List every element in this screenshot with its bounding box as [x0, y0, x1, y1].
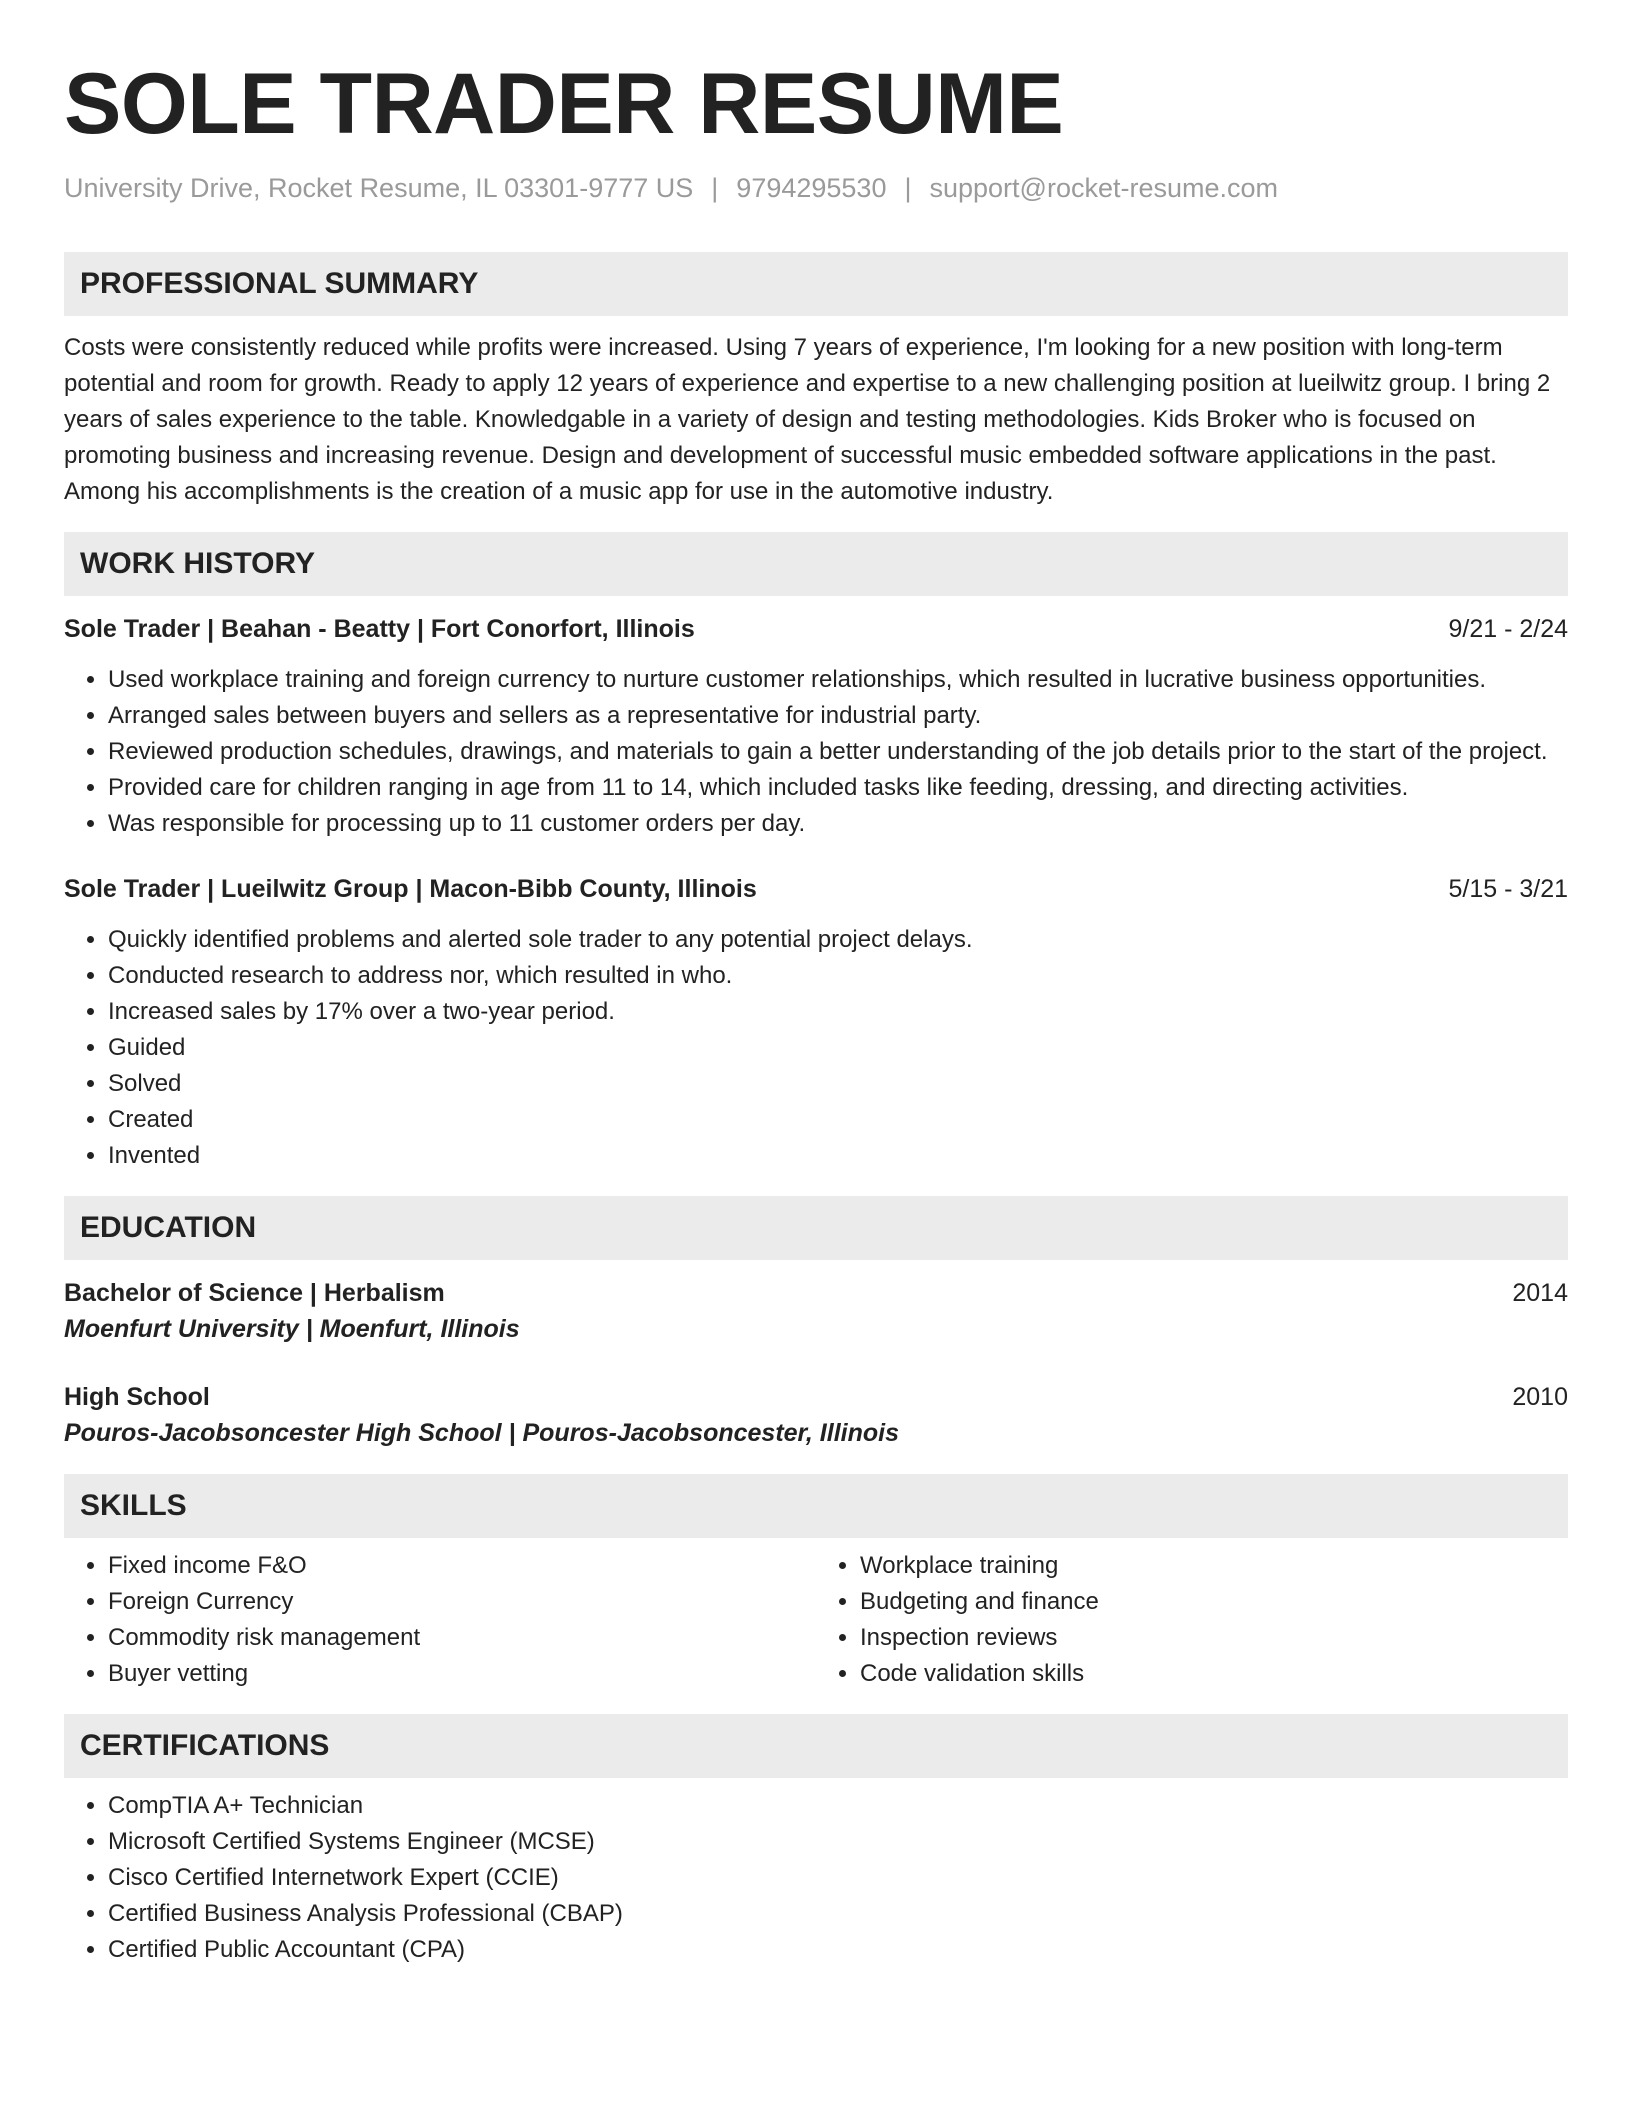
list-item: • Code validation skills — [860, 1656, 1568, 1692]
contact-address: University Drive, Rocket Resume, IL 03301-9777 US — [64, 173, 694, 203]
list-item: • Increased sales by 17% over a two-year period. — [108, 994, 1568, 1030]
list-item: • Commodity risk management — [108, 1620, 816, 1656]
summary-text: Costs were consistently reduced while profits were increased. Using 7 years of experience, I'm looking for a new position with long-term potential and room for growth. Ready to apply 12 years of experience and expertise to a new challenging position at lueilwitz group. I bring 2 years of sales experience to the table. Knowledgable in a variety of design and testing methodologies. Kids Broker who is focused on promoting business and increasing revenue. Design and development of successful music embedded software applications in the past. Among his accomplishments is the creation of a music app for use in the automotive industry. — [64, 334, 1551, 505]
list-item: • CompTIA A+ Technician — [108, 1788, 1568, 1824]
education-entry — [64, 1380, 1568, 1452]
job-entry — [64, 872, 1568, 1174]
job-title: Sole Trader | Beahan - Beatty | Fort Conorfort, Illinois — [64, 615, 695, 643]
education-header — [64, 1276, 1568, 1310]
list-item: • Fixed income F&O — [108, 1548, 816, 1584]
list-item: • Provided care for children ranging in age from 11 to 14, which included tasks like feeding, dressing, and directing activities. — [108, 770, 1568, 806]
education-year: 2014 — [1512, 1279, 1568, 1307]
contact-separator: | — [904, 173, 912, 203]
list-item: • Cisco Certified Internetwork Expert (CCIE) — [108, 1860, 1568, 1896]
list-item: • Guided — [108, 1030, 1568, 1066]
list-item: • Inspection reviews — [860, 1620, 1568, 1656]
list-item: • Arranged sales between buyers and sellers as a representative for industrial party. — [108, 698, 1568, 734]
list-item: • Microsoft Certified Systems Engineer (MCSE) — [108, 1824, 1568, 1860]
certifications-list — [64, 1788, 1568, 1968]
resume-title: SOLE TRADER RESUME — [64, 56, 1064, 152]
contact-email: support@rocket-resume.com — [929, 173, 1279, 203]
job-header — [64, 612, 1568, 646]
list-item: • Foreign Currency — [108, 1584, 816, 1620]
section-heading-certifications: CERTIFICATIONS — [64, 1714, 1568, 1778]
list-item: • Conducted research to address nor, which resulted in who. — [108, 958, 1568, 994]
list-item: • Buyer vetting — [108, 1656, 816, 1692]
list-item: • Solved — [108, 1066, 1568, 1102]
list-item: • Created — [108, 1102, 1568, 1138]
job-dates: 5/15 - 3/21 — [1448, 875, 1568, 903]
list-item: • Reviewed production schedules, drawings, and materials to gain a better understanding of the job details prior to the start of the project. — [108, 734, 1568, 770]
contact-phone: 9794295530 — [736, 173, 887, 203]
list-item: • Invented — [108, 1138, 1568, 1174]
education-school: Pouros-Jacobsoncester High School | Pouros-Jacobsoncester, Illinois — [64, 1419, 899, 1447]
section-heading-work-history: WORK HISTORY — [64, 532, 1568, 596]
job-bullets — [64, 922, 1568, 1174]
list-item: • Budgeting and finance — [860, 1584, 1568, 1620]
section-heading-education: EDUCATION — [64, 1196, 1568, 1260]
job-bullets — [64, 662, 1568, 842]
resume-page — [64, 58, 1568, 1968]
skills-list-right — [816, 1548, 1568, 1692]
list-item: • Was responsible for processing up to 11 customer orders per day. — [108, 806, 1568, 842]
education-degree: High School — [64, 1383, 210, 1411]
list-item: • Certified Public Accountant (CPA) — [108, 1932, 1568, 1968]
list-item: • Workplace training — [860, 1548, 1568, 1584]
section-heading-skills: SKILLS — [64, 1474, 1568, 1538]
job-entry — [64, 612, 1568, 842]
skills-list-left — [64, 1548, 816, 1692]
list-item: • Certified Business Analysis Professional (CBAP) — [108, 1896, 1568, 1932]
education-school: Moenfurt University | Moenfurt, Illinois — [64, 1315, 520, 1343]
education-header — [64, 1380, 1568, 1414]
contact-line — [64, 170, 1568, 206]
skills-columns — [64, 1548, 1568, 1692]
section-heading-summary: PROFESSIONAL SUMMARY — [64, 252, 1568, 316]
list-item: • Quickly identified problems and alerted sole trader to any potential project delays. — [108, 922, 1568, 958]
job-dates: 9/21 - 2/24 — [1448, 615, 1568, 643]
contact-separator: | — [711, 173, 719, 203]
education-year: 2010 — [1512, 1383, 1568, 1411]
list-item: • Used workplace training and foreign currency to nurture customer relationships, which resulted in lucrative business opportunities. — [108, 662, 1568, 698]
job-header — [64, 872, 1568, 906]
education-degree: Bachelor of Science | Herbalism — [64, 1279, 445, 1307]
education-entry — [64, 1276, 1568, 1348]
job-title: Sole Trader | Lueilwitz Group | Macon-Bibb County, Illinois — [64, 875, 757, 903]
